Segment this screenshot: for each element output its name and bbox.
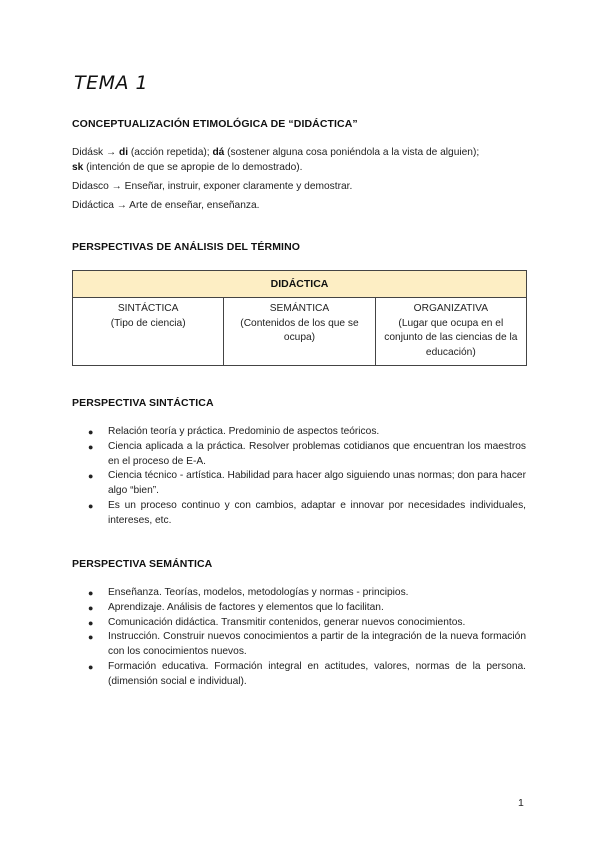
list-item — [88, 440, 526, 470]
section-heading-semantica: PERSPECTIVA SEMÁNTICA — [72, 558, 213, 570]
bullet-icon: ● — [88, 632, 94, 643]
list-item — [88, 586, 526, 601]
table-row — [73, 298, 527, 366]
section-heading-etymology: CONCEPTUALIZACIÓN ETIMOLÓGICA DE “DIDÁCTICA” — [72, 118, 358, 130]
page-number: 1 — [518, 797, 524, 809]
list-item-text: Enseñanza. Teorías, modelos, metodologías y normas - principios. — [108, 587, 409, 598]
etymology-text-c: (acción repetida); — [128, 147, 213, 158]
list-item — [88, 601, 526, 616]
list-item-text: Instrucción. Construir nuevos conocimientos a partir de la integración de la nueva formación con los conocimientos nuevos. — [108, 631, 526, 658]
etymology-term-di: di — [119, 147, 129, 158]
list-item — [88, 630, 526, 660]
bullet-icon: ● — [88, 602, 94, 613]
bullet-icon: ● — [88, 661, 94, 672]
section-heading-perspectives: PERSPECTIVAS DE ANÁLISIS DEL TÉRMINO — [72, 241, 301, 253]
sintactica-list — [88, 425, 526, 529]
list-item-text: Ciencia aplicada a la práctica. Resolver problemas cotidianos que encuentran los maestros en el proceso de E-A. — [108, 440, 526, 467]
list-item-text: Comunicación didáctica. Transmitir contenidos, generar nuevos conocimientos. — [108, 616, 466, 628]
bullet-icon: ● — [88, 471, 94, 482]
bullet-icon: ● — [88, 441, 94, 452]
list-item-text: Aprendizaje. Análisis de factores y elementos que lo facilitan. — [108, 601, 384, 613]
list-item — [88, 499, 526, 529]
didasco-definition: Didasco → Enseñar, instruir, exponer claramente y demostrar. — [72, 181, 353, 192]
etymology-text-g: (intención de que se apropie de lo demostrado). — [83, 161, 303, 173]
table-header: DIDÁCTICA — [73, 271, 527, 298]
bullet-icon: ● — [88, 427, 94, 437]
etymology-term-sk: sk — [72, 161, 84, 173]
cell-desc: (Lugar que ocupa en el conjunto de las ciencias de la educación) — [384, 317, 518, 358]
didactica-definition: Didáctica → Arte de enseñar, enseñanza. — [72, 200, 260, 211]
etymology-text-a: Didásk → — [72, 147, 119, 158]
semantica-list — [88, 586, 526, 690]
list-item-text: Relación teoría y práctica. Predominio de aspectos teóricos. — [108, 426, 380, 437]
section-heading-sintactica: PERSPECTIVA SINTÁCTICA — [72, 397, 214, 409]
list-item-text: Formación educativa. Formación integral en actitudes, valores, normas de la persona. (dimensión social e individual). — [108, 660, 526, 687]
list-item — [88, 425, 526, 440]
table-cell-semantica — [224, 298, 375, 366]
list-item-text: Ciencia técnico - artística. Habilidad para hacer algo siguiendo unas normas; don para hacer algo “bien”. — [108, 470, 526, 497]
cell-title: ORGANIZATIVA — [413, 303, 488, 314]
page-title: TEMA 1 — [74, 72, 149, 94]
list-item — [88, 469, 526, 499]
bullet-icon: ● — [88, 500, 94, 511]
list-item — [88, 660, 526, 690]
cell-desc: (Tipo de ciencia) — [110, 317, 186, 329]
etymology-term-da: dá — [212, 147, 225, 158]
cell-title: SEMÁNTICA — [269, 303, 330, 314]
didactica-table — [72, 270, 527, 366]
bullet-icon: ● — [88, 617, 94, 628]
table-cell-organizativa — [375, 298, 526, 366]
table-cell-sintactica — [73, 298, 224, 366]
list-item-text: Es un proceso continuo y con cambios, adaptar e innovar por necesidades individuales, intereses, etc. — [108, 499, 526, 526]
cell-title: SINTÁCTICA — [117, 303, 179, 314]
etymology-paragraph — [72, 146, 528, 175]
bullet-icon: ● — [88, 588, 94, 598]
list-item — [88, 616, 526, 631]
table-header-row — [73, 271, 527, 298]
cell-desc: (Contenidos de los que se ocupa) — [240, 317, 359, 343]
etymology-text-e: (sostener alguna cosa poniéndola a la vista de alguien); — [224, 147, 480, 158]
